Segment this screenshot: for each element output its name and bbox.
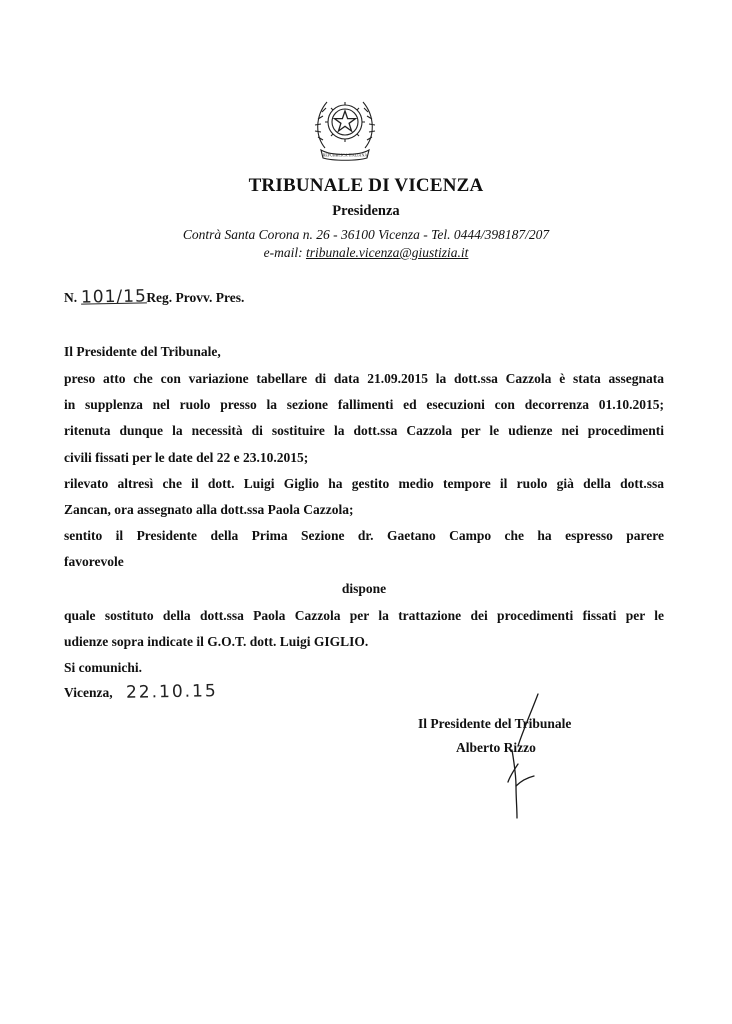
registry-number-line <box>64 287 244 307</box>
signatory-name: Alberto Rizzo <box>456 740 536 755</box>
body-line-1: preso atto che con variazione tabellare di data 21.09.2015 la dott.ssa Cazzola è stata assegnata <box>64 371 664 386</box>
decision-line-1: quale sostituto della dott.ssa Paola Cazzola per la trattazione dei procedimenti fissati per le <box>64 608 664 623</box>
place-date-line <box>64 683 664 702</box>
email-label: e-mail: <box>263 245 303 260</box>
body-line-8: favorevole <box>64 554 124 569</box>
signatory-role: Il Presidente del Tribunale <box>418 716 572 731</box>
body-line-4: civili fissati per le date del 22 e 23.10.2015; <box>64 450 309 465</box>
italian-republic-emblem-icon <box>311 90 379 162</box>
office-subtitle: Presidenza <box>332 203 400 219</box>
court-address: Contrà Santa Corona n. 26 - 36100 Vicenza - Tel. 0444/398187/207 <box>182 227 550 242</box>
body-line-7: sentito il Presidente della Prima Sezione dr. Gaetano Campo che ha espresso parere <box>64 528 664 543</box>
body-line-3: ritenuta dunque la necessità di sostituire la dott.ssa Cazzola per le udienze nei procedimenti <box>64 423 664 438</box>
place: Vicenza, <box>64 685 113 700</box>
handwritten-signature-icon <box>490 690 560 825</box>
emblem-ribbon-text: REPUBBLICA ITALIANA <box>322 152 368 158</box>
registry-handwritten-number: 101/15 <box>80 286 147 308</box>
court-title: TRIBUNALE DI VICENZA <box>248 175 484 196</box>
opening-line: Il Presidente del Tribunale, <box>64 344 221 359</box>
body-line-5: rilevato altresì che il dott. Luigi Giglio ha gestito medio tempore il ruolo già della dott.ssa <box>64 476 664 491</box>
decision-heading: dispone <box>341 581 387 596</box>
decision-line-2: udienze sopra indicate il G.O.T. dott. Luigi GIGLIO. <box>64 634 369 649</box>
handwritten-date: 22.10.15 <box>125 681 218 703</box>
closing-line: Si comunichi. <box>64 660 143 675</box>
registry-prefix: N. <box>64 290 78 305</box>
email-line <box>0 245 732 261</box>
body-line-6: Zancan, ora assegnato alla dott.ssa Paola Cazzola; <box>64 502 354 517</box>
body-line-2: in supplenza nel ruolo presso la sezione fallimenti ed esecuzioni con decorrenza 01.10.2015; <box>64 397 664 412</box>
email-link[interactable]: tribunale.vicenza@giustizia.it <box>305 245 469 260</box>
registry-suffix: Reg. Provv. Pres. <box>146 290 245 305</box>
